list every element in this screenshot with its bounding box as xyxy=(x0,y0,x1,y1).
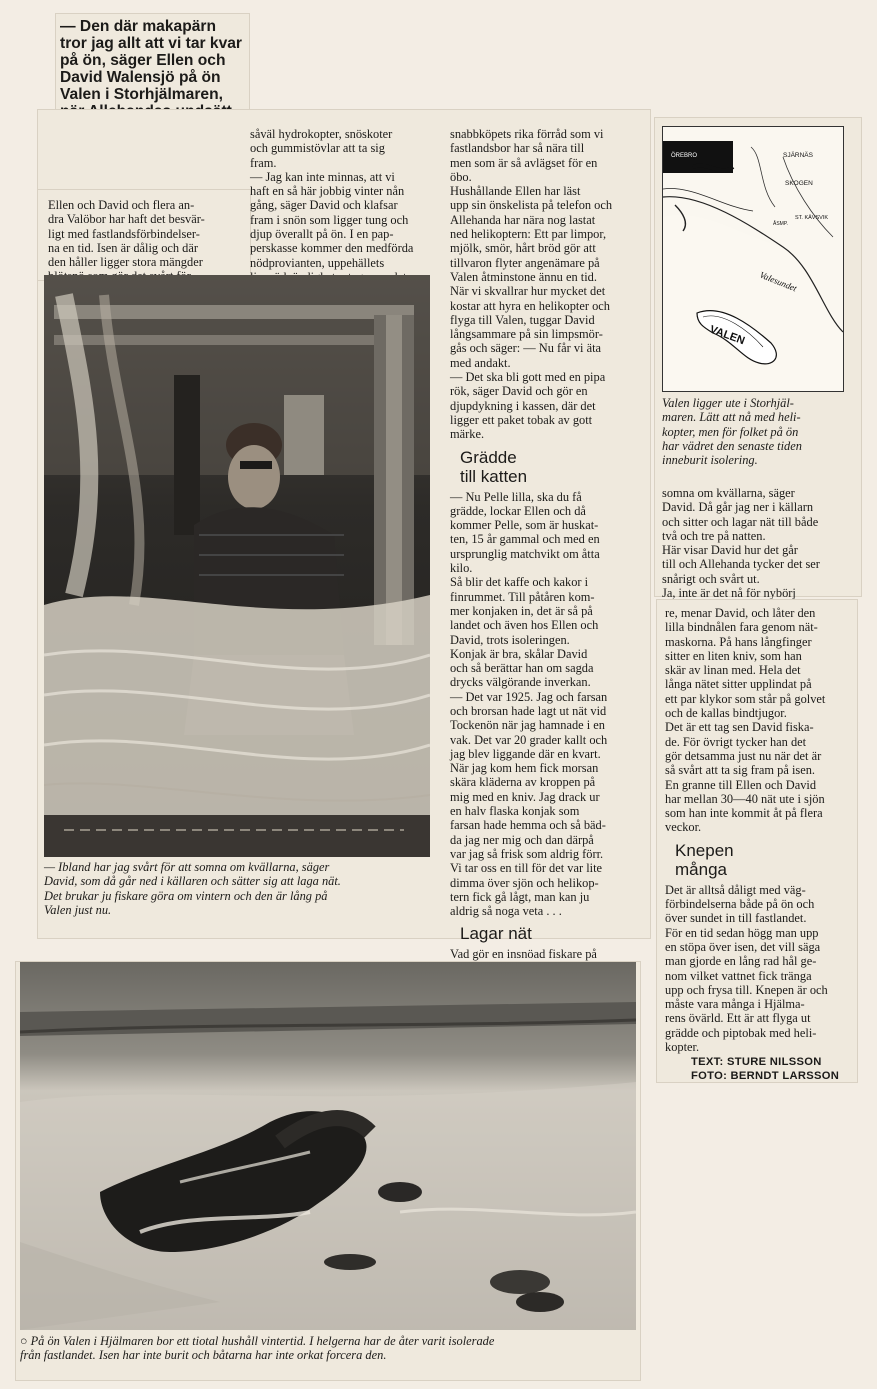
subheading-gradde-till-katten: Grädde till katten xyxy=(460,447,528,486)
map-label-valesundet: Valesundet xyxy=(758,269,799,294)
subheading-lagar-nat: Lagar nät xyxy=(460,924,532,944)
column-1-text: Ellen och David och flera an- dra Valöbor har haft det besvär- ligt med fastlandsförbindelser- na en tid. Isen är dålig och där den håller ligger stora mängder xyxy=(48,198,205,270)
aerial-photo xyxy=(20,962,636,1330)
map-label-valen: VALEN xyxy=(707,323,747,348)
credit-text: TEXT: STURE NILSSON xyxy=(691,1056,822,1069)
photo-david-mending-nets xyxy=(44,275,430,857)
photo-aerial-valen xyxy=(20,962,636,1330)
column-3-text-c: Vad gör en insnöad fiskare på xyxy=(450,947,597,962)
map-valen xyxy=(662,126,844,392)
subheading-knepen-manga: Knepen många xyxy=(675,840,734,879)
aerial-caption: ○ På ön Valen i Hjälmaren bor ett tiotal hushåll vintertid. I helgerna har de åter varit isolerade från fastlandet. Isen har inte burit och båtarna har inte orkat forcera den. xyxy=(20,1334,495,1363)
column-4-lower xyxy=(665,606,851,1082)
map-label-skogen: SKOGEN xyxy=(785,180,813,187)
map-caption: Valen ligger ute i Storhjäl- maren. Lätt att nå med heli- kopter, men för folket på ön har vädret den senaste tiden inneburit isolering. xyxy=(662,396,802,468)
column-3-text-a: snabbköpets rika förråd som vi fastlandsbor har så nära till men som är så avlägset för en öbo. Hushållande Ellen har läst upp sin önskelista på telefon och Allehanda har nära nog lastat ned helikoptern: Ett par limpor, mjölk, smör, hårt bröd gör att tillvaron flyter angenämare på Valen åtminstone ännu en tid. När vi skvallrar hur mycket det kostar att hyra en helikopter och flyga till Valen, tuggar David långsammare på sin limpsmör- gås och säger: — Nu får vi äta med andakt. — Det ska bli gott med en pipa rök, säger David och gör en djupdykning i kassen, där det ligger ett paket tobak av gott märke. xyxy=(450,127,613,442)
map-label-orebro: ÖREBRO xyxy=(671,153,698,159)
lead-paragraph: — Den där makapärn tror jag allt att vi tar kvar på ön, säger Ellen och David Walensjö på ön Valen i Storhjälmaren, xyxy=(60,18,242,104)
map-label-asmp: ÅSMP. xyxy=(773,221,788,227)
column-4-text-b: re, menar David, och låter den lilla bindnålen fara genom nät- maskorna. På hans långfinger sitter en liten kniv, som han skär av linan med. Hela det långa nätet sitter upplindat på ett par klykor som står på golvet och de kallas bindtjugor. Det är ett tag sen David fiska- de. För övrigt tycker han det gör detsamma just nu när det är så svårt att ta sig fram på isen. En granne till Ellen och David har mellan 30—40 nät ute i sjön som han inte kommit åt på flera veckor. xyxy=(665,606,826,835)
credit-photo: FOTO: BERNDT LARSSON xyxy=(691,1070,840,1083)
map-label-sjarnas: SJÄRNÄS xyxy=(783,152,813,159)
column-4-text-a: somna om kvällarna, säger David. Då går jag ner i källarn och sitter och lagar nät till både två och tre på natten. Här visar David hur det går till och Allehanda tycker det ser snårigt och svårt ut. Ja, inte är det nå för nybörj xyxy=(662,486,820,601)
column-2-text: såväl hydrokopter, snöskoter och gummistövlar att ta sig fram. — Jag kan inte minnas, att vi haft en så här jobbig vinter nån gång, säger David och klafsar fram i snön som ligger tung och djup överallt på ön. I en pap- perskasse kommer den medförda nödprovianten, uppehällets xyxy=(250,127,414,270)
column-3-text-b: — Nu Pelle lilla, ska du få grädde, lockar Ellen och då kommer Pelle, som är huskat- ten, 15 år gammal och med en ursprunglig matchvikt om åtta kilo. Så blir det kaffe och kakor i finrummet. Till påtåren kom- mer konjaken in, det är så på landet och även hos Ellen och David, trots isoleringen. Konjak är bra, skålar David och så berättar han om sagda drycks välgörande inverkan. — Det var 1925. Jag och farsan och brorsan hade lagt ut nät vid Tockenön när jag hamnade i en vak. Det var 20 grader kallt och jag blev liggande där en kvart. När jag kom hem fick morsan skära kläderna av kroppen på mig med en kniv. Jag drack ur en halv flaska konjak som farsan hade hemma och så bäd- da jag ner mig och dan därpå var jag så frisk som aldrig förr. Vi tar oss en till för det var lite dimma över sjön och helikop- tern fick gå lågt, man kan ju aldrig så noga veta . . . xyxy=(450,489,608,919)
photo-caption: — Ibland har jag svårt för att somna om kvällarna, säger David, som då går ned i källaren och sätter sig att laga nät. Det brukar ju fiskare göra om vintern och den är lång på Valen just nu. xyxy=(44,860,341,917)
column-4-text-c: Det är alltså dåligt med väg- förbindelserna både på ön och över sundet in till fastlandet. För en tid sedan högg man upp en stöpa över isen, det vill säga man gjorde en lång rad hål ge- nom vilket vattnet fick tränga upp och frysa till. Knepen är och måste vara många i Hjälma- rens övärld. Ett är att flyga ut grädde och piptobak med heli- kopter. xyxy=(665,882,828,1055)
map-label-st-kavsvik: ST. KÄVSVIK xyxy=(795,215,829,221)
column-3 xyxy=(450,127,642,1005)
map-graphic xyxy=(663,127,843,391)
net-mending-photo xyxy=(44,275,430,857)
